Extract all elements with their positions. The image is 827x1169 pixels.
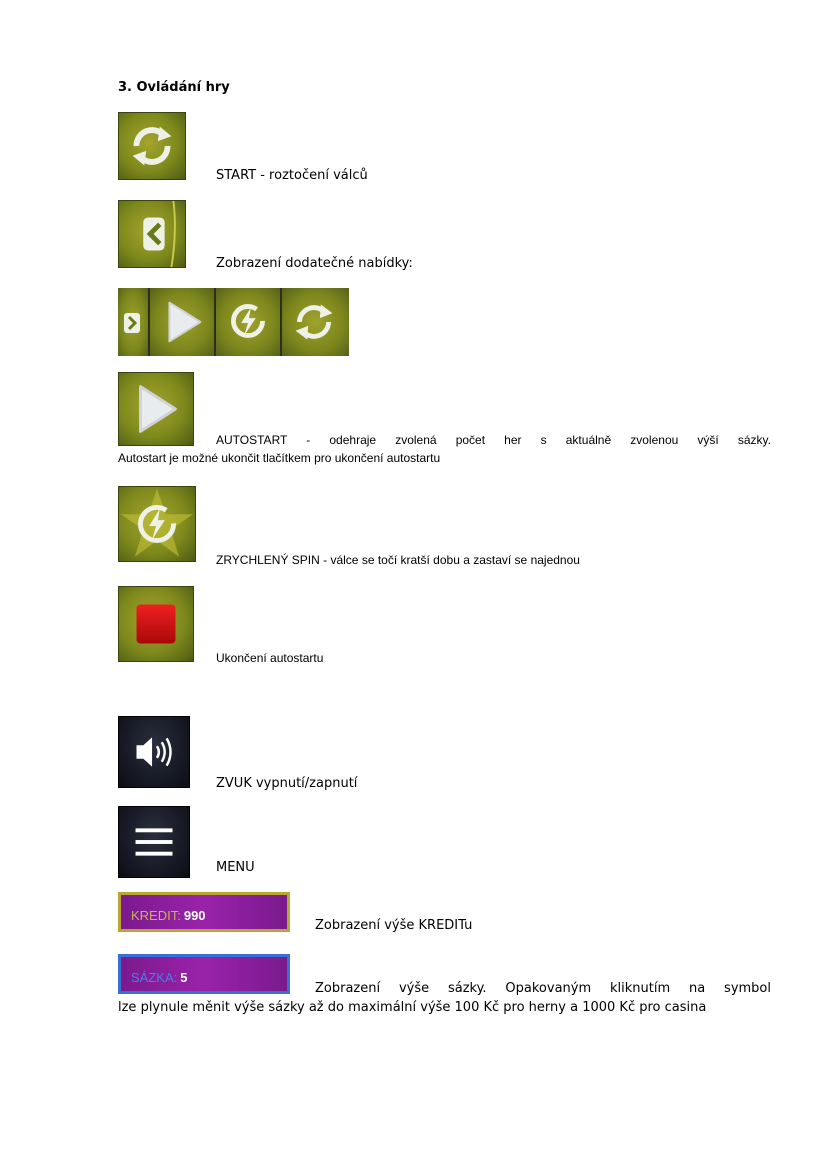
ukonceni-description: Ukončení autostartu: [216, 651, 324, 665]
menu-description: MENU: [216, 860, 255, 875]
dodatecna-nabidka-image: [118, 200, 186, 268]
ukonceni-autostartu-image: [118, 586, 194, 662]
zrychleny-spin-image: [118, 486, 196, 562]
autostart-description: AUTOSTART - odehraje zvolená počet her s aktuálně zvolenou výší sázky.: [216, 433, 771, 447]
strip-lightning-segment: [214, 288, 280, 356]
refresh-icon: [282, 288, 349, 356]
strip-chevron-segment: [118, 288, 148, 356]
dodatecna-description: Zobrazení dodatečné nabídky:: [216, 256, 413, 271]
sazka-label: SÁZKA:: [131, 970, 178, 985]
kredit-label: KREDIT:: [131, 908, 181, 923]
kredit-value: 990: [183, 908, 206, 923]
sazka-value: 5: [180, 970, 188, 985]
zrychleny-description: ZRYCHLENÝ SPIN - válce se točí kratší dobu a zastaví se najednou: [216, 553, 580, 567]
section-heading: 3. Ovládání hry: [118, 80, 230, 95]
sazka-description: Zobrazení výše sázky. Opakovaným kliknutím na symbol: [315, 981, 771, 996]
kredit-description: Zobrazení výše KREDITu: [315, 918, 473, 933]
play-icon: [150, 288, 214, 356]
chevron-left-icon: [119, 201, 185, 267]
lightning-icon: [119, 487, 195, 561]
lightning-icon: [216, 288, 280, 356]
play-icon: [119, 373, 193, 445]
chevron-right-icon: [118, 288, 148, 356]
kredit-display: [118, 892, 290, 932]
menu-button-image: [118, 806, 190, 878]
speaker-icon: [119, 717, 189, 787]
autostart-button-image: [118, 372, 194, 446]
sazka-display: [118, 954, 290, 994]
hamburger-menu-icon: [119, 807, 189, 877]
strip-play-segment: [148, 288, 214, 356]
zvuk-description: ZVUK vypnutí/zapnutí: [216, 776, 358, 791]
refresh-icon: [119, 113, 185, 179]
extra-menu-strip: [118, 288, 349, 356]
sazka-description-continued: lze plynule měnit výše sázky až do maximální výše 100 Kč pro herny a 1000 Kč pro casina: [118, 1000, 707, 1015]
stop-icon: [119, 587, 193, 661]
autostart-description-continued: Autostart je možné ukončit tlačítkem pro ukončení autostartu: [118, 451, 441, 465]
strip-refresh-segment: [280, 288, 349, 356]
zvuk-button-image: [118, 716, 190, 788]
start-button-image: [118, 112, 186, 180]
start-description: START - roztočení válců: [216, 168, 368, 183]
